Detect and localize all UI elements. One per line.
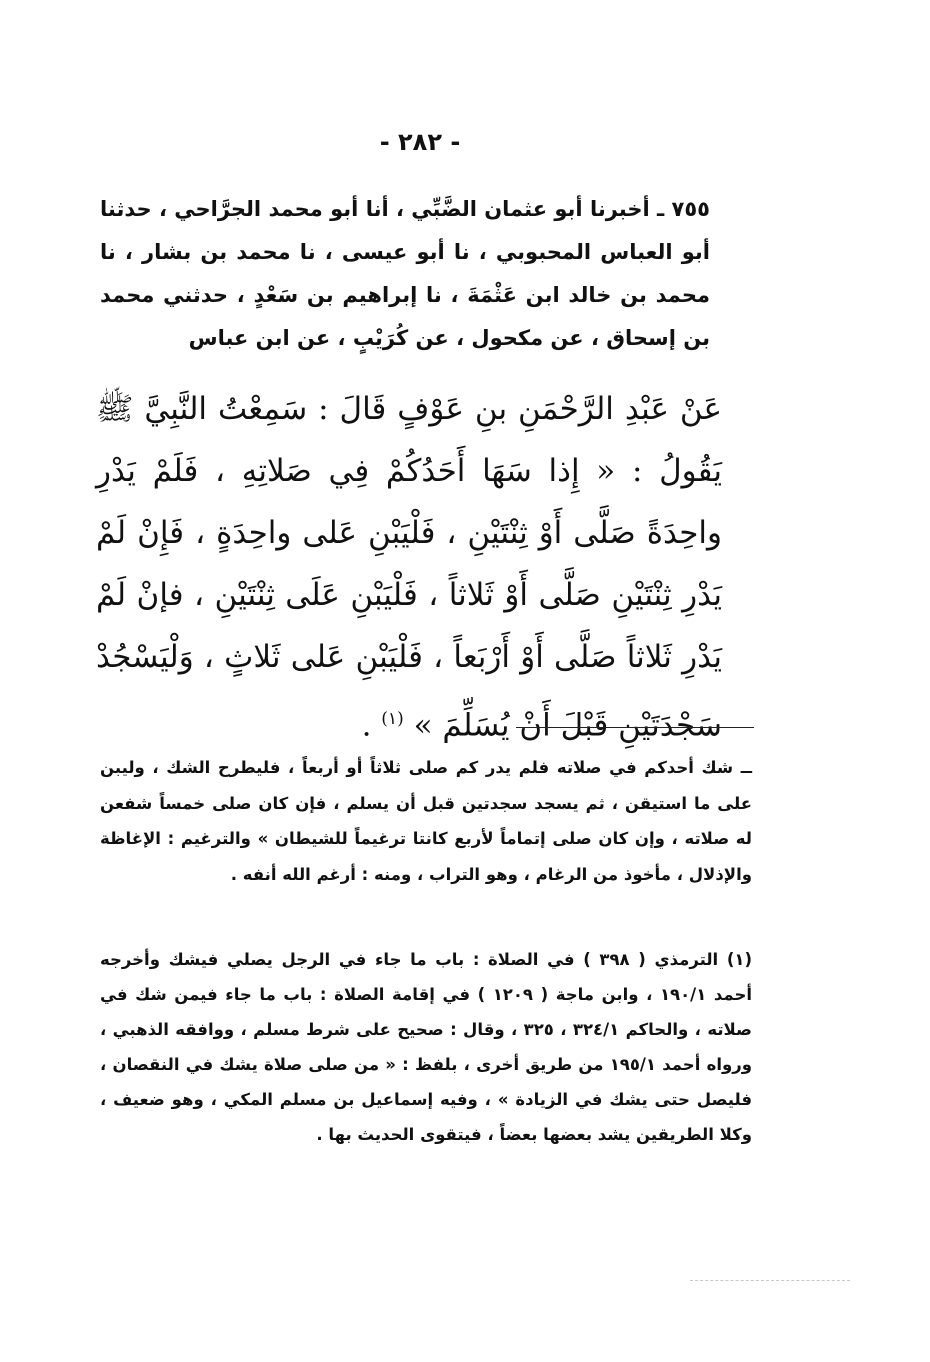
matn-end: . [361,707,382,744]
hadith-number: ٧٥٥ [671,197,710,221]
scan-artifact-line [690,1280,850,1281]
hadith-matn [96,378,722,756]
page-number: - ٢٨٢ - [379,128,461,156]
isnad-text: ـ أخبرنا أبو عثمان الضَّبِّي ، أنا أبو محمد الجرَّاحي ، حدثنا أبو العباس المحبوبي ، نا أبو عيسى ، نا محمد بن بشار ، نا محمد بن خالد ابن عَثْمَةَ ، نا إبراهيم بن سَعْدٍ ، حدثني محمد بن إسحاق ، عن مكحول ، عن كُرَيْبٍ ، عن ابن عباس [100,197,710,350]
matn-text: عَنْ عَبْدِ الرَّحْمَنِ بنِ عَوْفٍ قَالَ : سَمِعْتُ النَّبِيَّ ﷺ يَقُولُ : « إِذا سَهَا أَحَدُكُمْ فِي صَلاتِهِ ، فَلَمْ يَدْرِ واحِدَةً صَلَّى أَوْ ثِنْتَيْنِ ، فَلْيَبْنِ عَلى واحِدَةٍ ، فَإِنْ لَمْ يَدْرِ ثِنْتَيْنِ صَلَّى أَوْ ثَلاثاً ، فَلْيَبْنِ عَلَى ثِنْتَيْنِ ، فإنْ لَمْ يَدْرِ ثَلاثاً صَلَّى أَوْ أَرْبَعاً ، فَلْيَبْنِ عَلى ثَلاثٍ ، وَلْيَسْجُدْ سَجْدَتَيْنِ قَبْلَ أَنْ يُسَلِّمَ » [96,391,722,744]
hadith-isnad [100,188,710,360]
footnote-continued: ــ شك أحدكم في صلاته فلم يدر كم صلى ثلاثاً أو أربعاً ، فليطرح الشك ، وليبن على ما استيقن ، ثم يسجد سجدتين قبل أن يسلم ، فإن كان صلى خمساً شفعن له صلاته ، وإن كان صلى إتماماً لأربع كانتا ترغيماً للشيطان » والترغيم : الإغاظة والإذلال ، مأخوذ من الرغام ، وهو التراب ، ومنه : أرغم الله أنفه . [100,758,752,884]
footnote-divider [516,727,754,728]
footnote-reference: (١) [381,709,404,729]
footnote-1: (١) الترمذي ( ٣٩٨ ) في الصلاة : باب ما جاء في الرجل يصلي فيشك وأخرجه أحمد ١٩٠/١ ، وابن ماجة ( ١٢٠٩ ) في إقامة الصلاة : باب ما جاء فيمن شك في صلاته ، والحاكم ٣٢٤/١ ، ٣٢٥ ، وقال : صحيح على شرط مسلم ، ووافقه الذهبي ، ورواه أحمد ١٩٥/١ من طريق أخرى ، بلفظ : « من صلى صلاة يشك في النقصان ، فليصل حتى يشك في الزيادة » ، وفيه إسماعيل بن مسلم المكي ، وهو ضعيف ، وكلا الطريقين يشد بعضها بعضاً ، فيتقوى الحديث بها . [100,950,752,1144]
